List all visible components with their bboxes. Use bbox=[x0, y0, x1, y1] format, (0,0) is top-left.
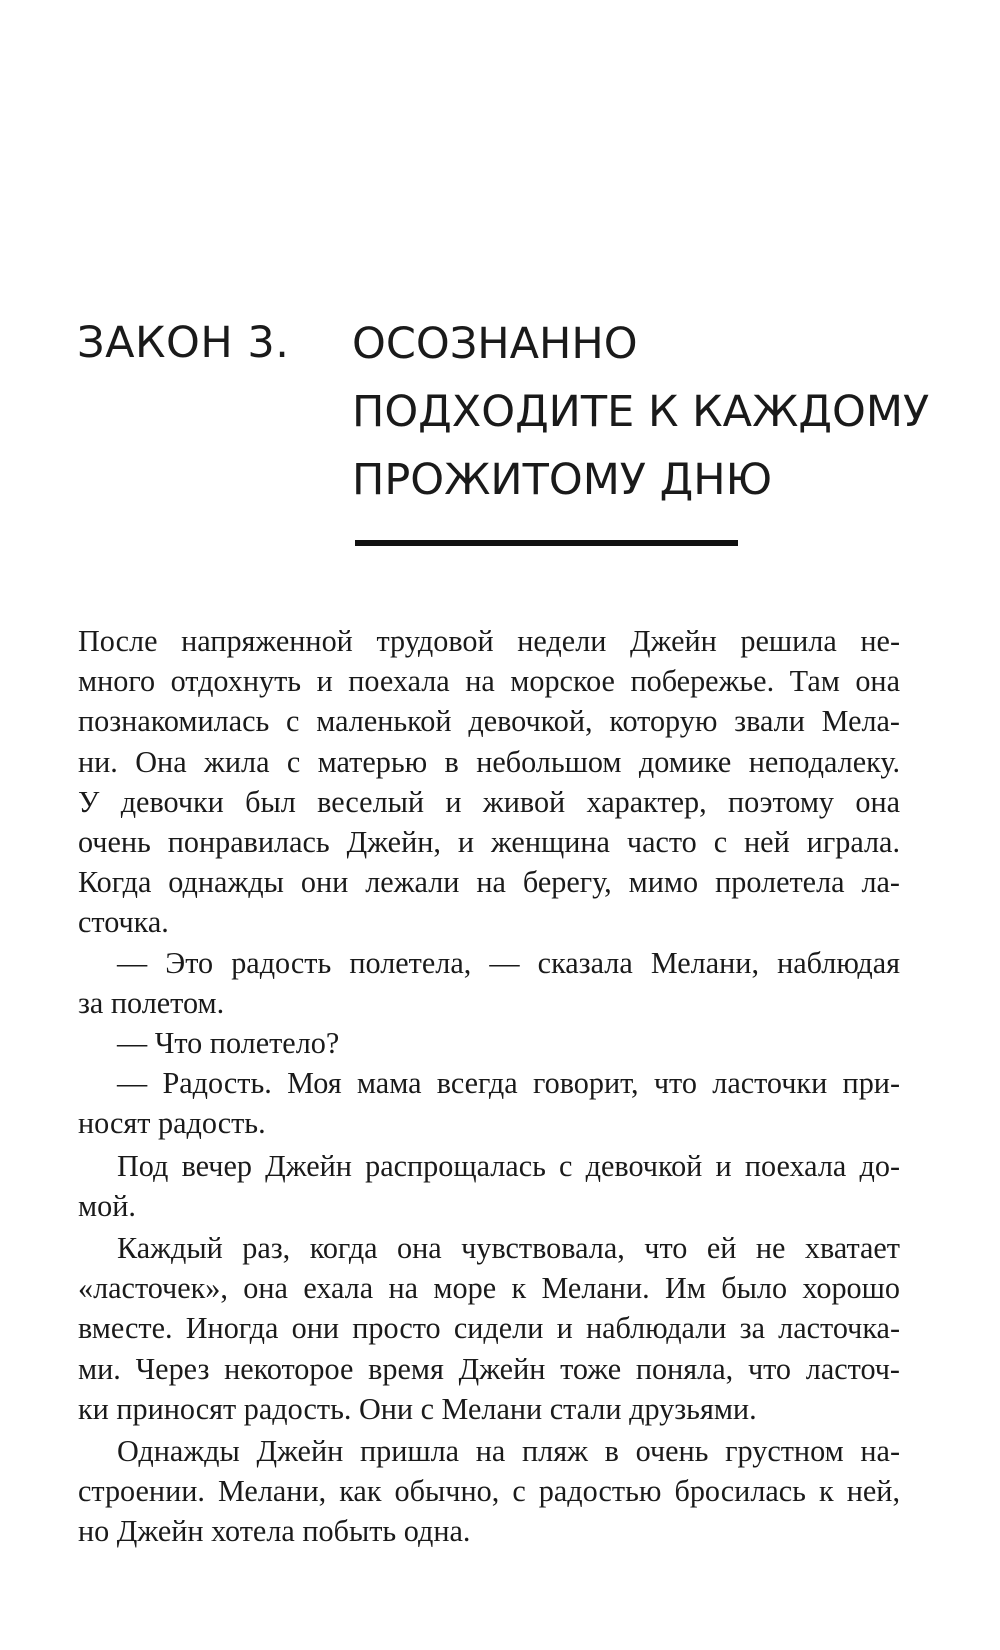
text-line: ми. Через некоторое время Джейн тоже поняла, что ласточ- bbox=[78, 1351, 900, 1386]
text-line: за полетом. bbox=[78, 985, 225, 1020]
text-line: После напряженной трудовой недели Джейн решила не- bbox=[78, 624, 900, 658]
text-line: Однажды Джейн пришла на пляж в очень грустном на- bbox=[117, 1434, 900, 1469]
text-line: — Что полетело? bbox=[117, 1026, 340, 1061]
text-line: познакомилась с маленькой девочкой, которую звали Мела- bbox=[78, 704, 900, 739]
chapter-title-line: ПОДХОДИТЕ К КАЖДОМУ bbox=[352, 387, 930, 437]
text-line: строении. Мелани, как обычно, с радостью бросилась к ней, bbox=[78, 1474, 900, 1509]
text-line: ни. Она жила с матерью в небольшом домике неподалеку. bbox=[78, 744, 900, 779]
text-line: «ласточек», она ехала на море к Мелани. Им было хорошо bbox=[78, 1271, 900, 1306]
text-line: Каждый раз, когда она чувствовала, что ей не хватает bbox=[117, 1231, 900, 1266]
text-line: но Джейн хотела побыть одна. bbox=[78, 1514, 471, 1549]
text-line: Под вечер Джейн распрощалась с девочкой и поехала до- bbox=[117, 1148, 900, 1183]
text-line: носят радость. bbox=[78, 1106, 266, 1141]
chapter-title bbox=[352, 310, 929, 514]
text-line: вместе. Иногда они просто сидели и наблюдали за ласточка- bbox=[78, 1311, 900, 1346]
text-line: много отдохнуть и поехала на морское побережье. Там она bbox=[78, 664, 900, 699]
title-underline-rule bbox=[355, 540, 738, 546]
text-line: сточка. bbox=[78, 905, 169, 940]
text-line: — Это радость полетела, — сказала Мелани, наблюдая bbox=[117, 945, 900, 980]
text-line: ки приносят радость. Они с Мелани стали друзьями. bbox=[78, 1391, 757, 1426]
body-text bbox=[78, 621, 900, 1552]
chapter-label: ЗАКОН 3. bbox=[77, 318, 290, 368]
text-line: Когда однажды они лежали на берегу, мимо пролетела ла- bbox=[78, 865, 900, 900]
chapter-title-line: ОСОЗНАННО bbox=[352, 319, 638, 369]
text-line: У девочки был веселый и живой характер, поэтому она bbox=[78, 784, 900, 819]
text-line: очень понравилась Джейн, и женщина часто с ней играла. bbox=[78, 825, 900, 860]
chapter-title-line: ПРОЖИТОМУ ДНЮ bbox=[352, 455, 773, 505]
text-line: — Радость. Моя мама всегда говорит, что ласточки при- bbox=[117, 1066, 900, 1101]
text-line: мой. bbox=[78, 1188, 136, 1223]
